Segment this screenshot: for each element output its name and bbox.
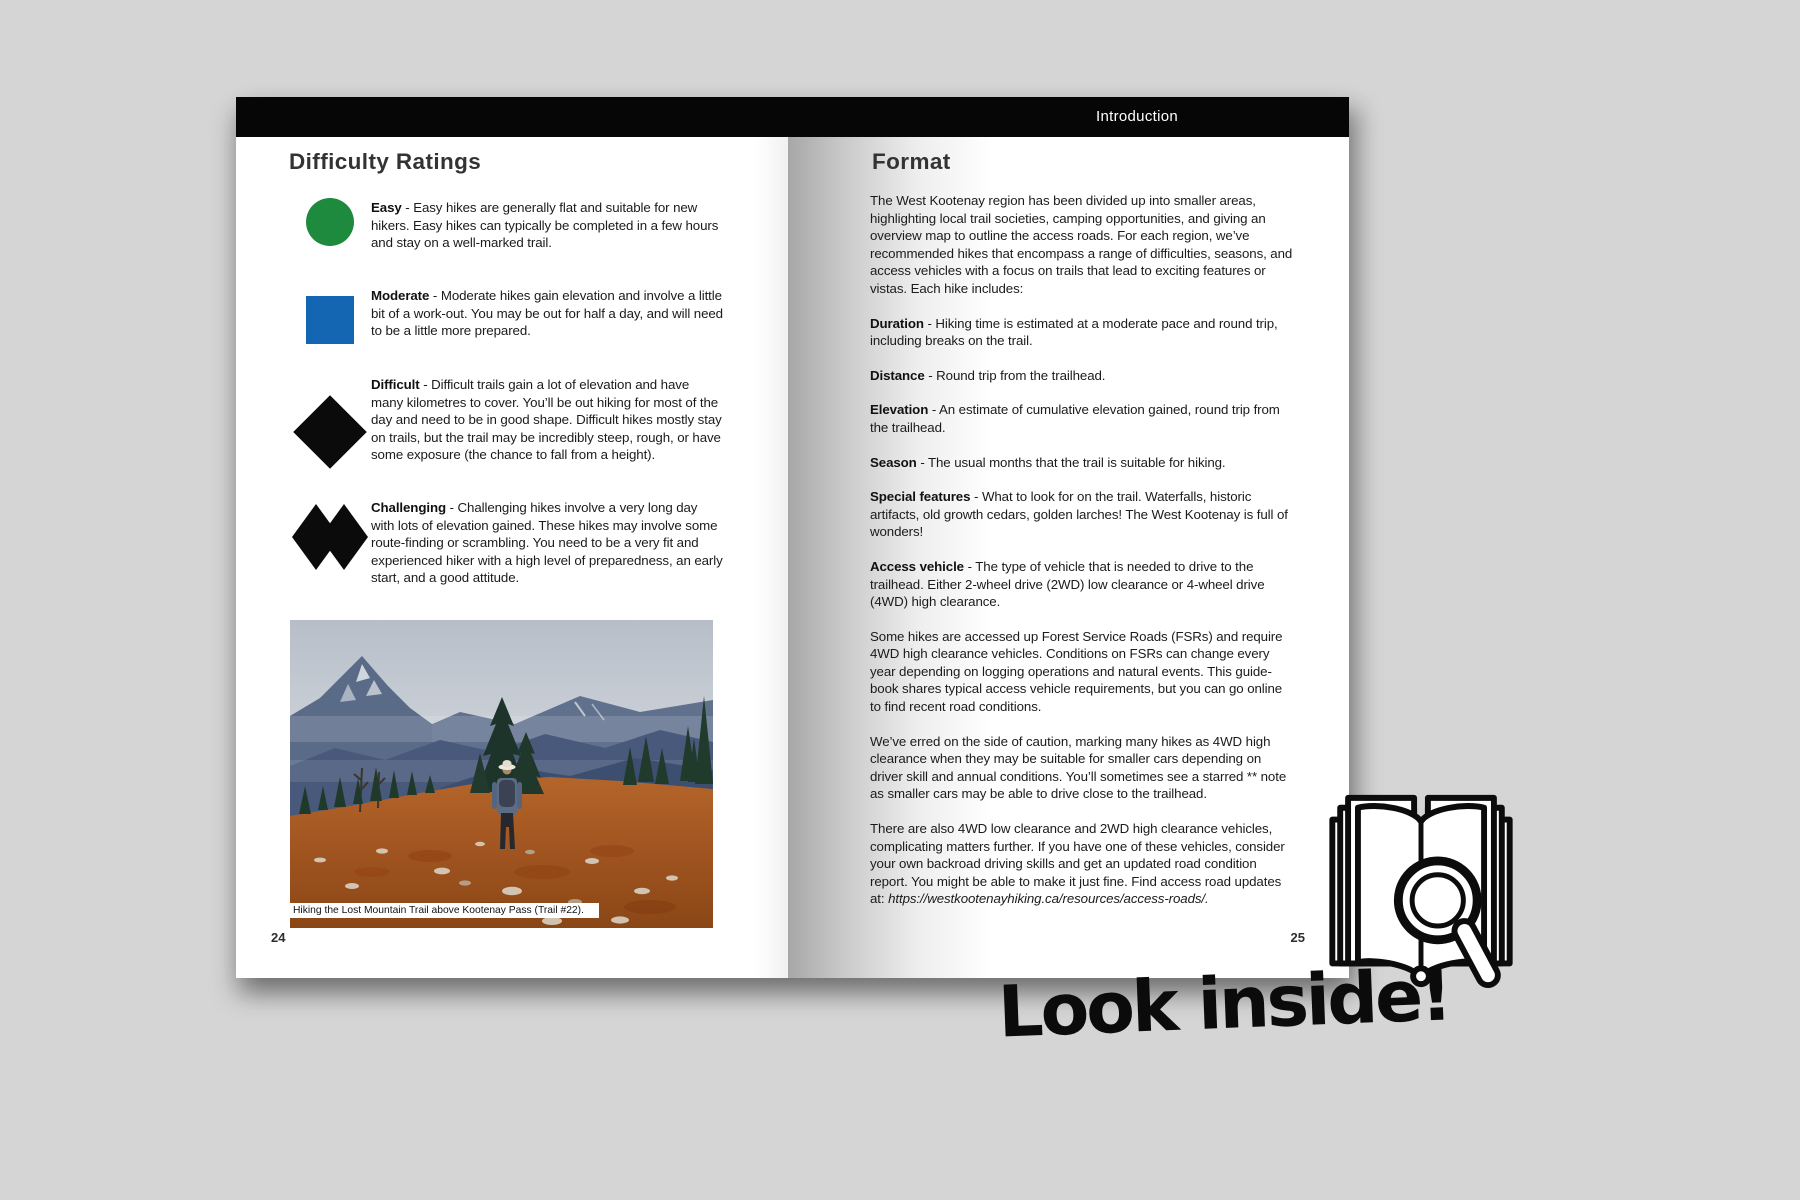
definition-duration [870,315,1294,350]
page-number-left: 24 [271,930,286,945]
definition-access-vehicle [870,558,1294,611]
rating-label: Challenging [371,500,446,515]
trail-photo-illustration [290,620,713,928]
body-paragraph-with-url [870,820,1294,908]
difficult-diamond-icon [293,395,367,469]
trail-photo [290,620,713,928]
body-paragraph: Some hikes are accessed up Forest Service Roads (FSRs) and require 4WD high clearance vehicles. Conditions on FSRs can change every year depending on logging operations and natural events. This guidebook shares typical access vehicle requirements, but you can go online to find recent road conditions. [870,628,1283,715]
rating-text: - Easy hikes are generally flat and suitable for new hikers. Easy hikes can typically be completed in a few hours and stay on a well-marked trail. [371,200,719,251]
book-spread [236,97,1349,978]
definition-season [870,454,1294,472]
definition-term: Elevation [870,402,929,418]
definition-text: - The type of vehicle that is needed to drive to the trailhead. Either 2-wheel drive (2WD) low clearance or 4-wheel drive (4WD) high clearance. [870,558,1265,610]
definition-distance [870,367,1294,385]
page-title: Format [872,149,951,174]
resource-url: https://westkootenayhiking.ca/resources/access-roads/. [888,891,1209,907]
section-label: Introduction [1096,108,1178,125]
rating-label: Difficult [371,377,420,392]
definition-text: - The usual months that the trail is suitable for hiking. [920,454,1226,470]
rating-text: - Challenging hikes involve a very long day with lots of elevation gained. These hikes may involve some route-finding or scrambling. You need to be a very fit and experienced hiker with a high level of preparedness, an early start, and a good attitude. [371,500,723,586]
page-number-right: 25 [1290,930,1305,945]
rating-label: Easy [371,200,402,215]
rating-row-challenging [371,499,723,587]
definition-special-features [870,488,1294,541]
body-paragraph: We’ve erred on the side of caution, marking many hikes as 4WD high clearance when they may be suitable for smaller cars depending on driver skill and annual conditions. You’ll sometimes see a starred ** note as smaller cars may be able to drive close to the trailhead. [870,733,1287,802]
challenging-double-diamond-icon [292,504,368,570]
definition-text: - What to look for on the trail. Waterfalls, historic artifacts, old growth cedars, golden larches! The West Kootenay is full of wonders! [870,489,1288,540]
intro-paragraph: The West Kootenay region has been divided up into smaller areas, highlighting local trail societies, camping opportunities, and giving an overview map to outline the access roads. For each region, we’ve recommended hikes that encompass a range of difficulties, seasons, and access vehicles with a focus on trails that lead to exciting features or vistas. Each hike includes: [870,193,1293,296]
look-inside-label: Look inside! [996,953,1452,1054]
body-paragraph: There are also 4WD low clearance and 2WD high clearance vehicles, complicating matters further. If you have one of these vehicles, consider your own backroad driving skills and get an updated road condition report. You might be able to make it just fine. Find access road updates at: [870,821,1285,907]
rating-label: Moderate [371,288,430,303]
easy-circle-icon [306,198,354,246]
rating-row-difficult [371,376,723,464]
definition-text: - An estimate of cumulative elevation gained, round trip from the trailhead. [870,402,1280,435]
definition-elevation [870,401,1294,436]
definition-term: Duration [870,315,924,331]
moderate-square-icon [306,296,354,344]
definition-term: Special features [870,489,971,505]
photo-caption: Hiking the Lost Mountain Trail above Kootenay Pass (Trail #22). [290,903,599,918]
left-page [236,137,788,978]
rating-text: - Moderate hikes gain elevation and involve a little bit of a work-out. You may be out for half a day, and will need to be a little more prepared. [371,288,723,339]
definition-text: - Round trip from the trailhead. [928,367,1106,383]
right-page [788,137,1349,978]
header-bar [236,97,1349,137]
right-page-text-column [870,192,1294,925]
definition-term: Access vehicle [870,558,964,574]
rating-row-moderate [371,287,723,340]
definition-term: Distance [870,367,925,383]
rating-text: - Difficult trails gain a lot of elevation and have many kilometres to cover. You’ll be out hiking for most of the day and need to be in good shape. Difficult hikes mostly stay on trails, but the trail may be incredibly steep, rough, or have some exposure (the chance to fall from a height). [371,377,722,463]
definition-term: Season [870,454,917,470]
page-title: Difficulty Ratings [289,149,482,174]
definition-text: - Hiking time is estimated at a moderate pace and round trip, including breaks on the trail. [870,315,1278,349]
rating-row-easy [371,199,723,252]
